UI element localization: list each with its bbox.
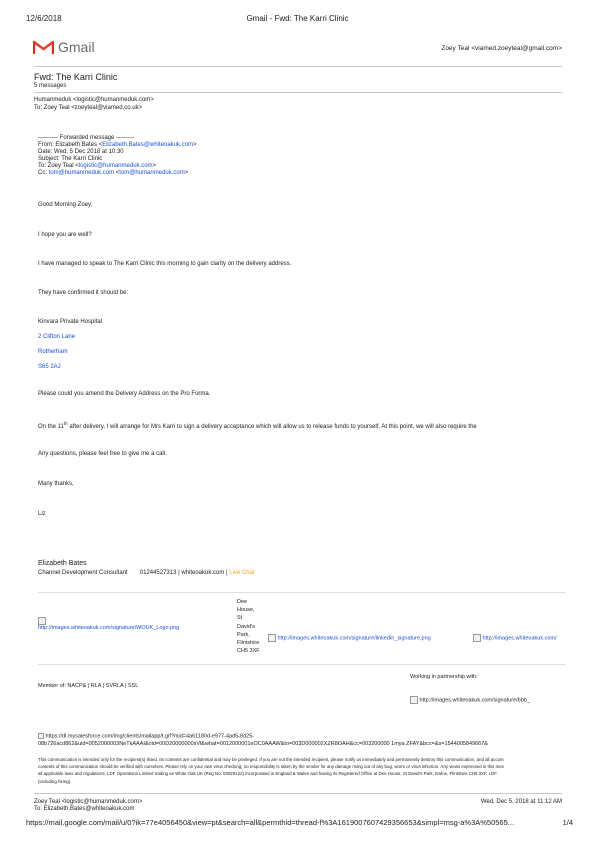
tracker-image: [38, 733, 254, 740]
signature-phone: 01244527313: [139, 570, 177, 576]
initials: Liz: [38, 511, 46, 517]
signature-separator: |: [224, 570, 230, 576]
address-text: CH5 3XF: [237, 648, 260, 655]
forwarded-cc-end: >: [184, 170, 189, 176]
message-to: To: Zoey Teal <zoeyteal@viamed.co.uk>: [34, 105, 143, 111]
disclaimer-line: all applicable laws and regulations. LDF Operations Limited trading as White Oak UK (Reg No: 03029122) incorporated in England & Wales and having its Registered Office at Dee House, St David's Park, Ewloe, Flintshire CH5 3XF. LDF: [38, 771, 497, 777]
live-chat-link[interactable]: Live Chat: [229, 570, 255, 576]
signature-role: Channel Development Consultant: [38, 570, 128, 576]
whiteoak-logo-url[interactable]: http://images.whiteoakuk.com/signature/WOUK_Logo.png: [38, 625, 180, 631]
address-text: Flintshire: [237, 640, 260, 647]
partnership-label: Working in partnership with:: [410, 674, 478, 680]
forwarded-header: ---------- Forwarded message ---------: [38, 135, 134, 141]
paragraph-5: [38, 420, 566, 431]
print-title: Gmail - Fwd: The Karri Clinic: [246, 14, 349, 23]
next-message-to: To: Elizabeth.Bates@whiteoakuk.com: [34, 806, 135, 812]
account-email: Zoey Teal <viamed.zoeyteal@gmail.com>: [441, 45, 562, 52]
forwarded-from: [38, 142, 197, 149]
paragraph-5-rest: after delivery, I will arrange for Mrs Karri to sign a delivery acceptance which will allow us to release funds to yourself. At this point, we will also require the: [67, 424, 477, 430]
print-date: 12/6/2018: [26, 14, 62, 23]
forwarded-cc-email-link[interactable]: tom@humanmeduk.com: [119, 170, 185, 176]
signature-separator: |: [176, 570, 182, 576]
gmail-envelope-icon: [33, 40, 54, 55]
address-text: Park,: [237, 631, 250, 638]
forwarded-cc-email[interactable]: tom@humanmeduk.com: [48, 170, 115, 176]
message-divider: [34, 793, 562, 794]
signature-name: Elizabeth Bates: [38, 560, 87, 567]
thread-subject: Fwd: The Karri Clinic: [34, 72, 118, 82]
broken-image-icon: [410, 696, 418, 704]
signature-line: [38, 570, 255, 577]
address-line-3[interactable]: Rotherham: [38, 349, 68, 355]
broken-image-icon: [473, 634, 481, 642]
broken-image-icon: [38, 733, 44, 739]
disclaimer: [38, 756, 566, 785]
next-message-date: Wed, Dec 5, 2018 at 11:12 AM: [480, 799, 562, 805]
next-message-from: Zoey Teal <logistic@humanmeduk.com>: [34, 799, 143, 805]
signature-address: [237, 598, 267, 655]
message-from: Humanmeduk <logistic@humanmeduk.com>: [34, 97, 154, 103]
gmail-logo-text: Gmail: [58, 39, 95, 55]
linkedin-url[interactable]: http://images.whiteoakuk.com/signature/linkedin_signature.png: [277, 635, 431, 642]
members-line: Member of: NACP& | RLA | SVRLA | SSL: [38, 683, 139, 689]
subject-divider: [34, 92, 562, 93]
paragraph-5-start: On the 11: [38, 424, 64, 430]
linkedin-image[interactable]: [268, 634, 473, 642]
paragraph-3: They have confirmed it should be:: [38, 290, 129, 296]
forwarded-to-email[interactable]: logistic@humanmeduk.com: [78, 163, 153, 169]
paragraph-5-superscript: th: [63, 421, 68, 426]
paragraph-1: I hope you are well?: [38, 232, 92, 238]
forwarded-to: [38, 163, 156, 170]
address-text: St: [237, 615, 243, 622]
forwarded-cc-mid: <: [114, 170, 120, 176]
forwarded-cc: [38, 170, 188, 177]
address-text: David's: [237, 623, 255, 630]
forwarded-subject: Subject: The Karri Clinic: [38, 156, 103, 162]
address-line-4[interactable]: S65 2AJ: [38, 364, 61, 370]
signature-divider: [38, 664, 566, 665]
forwarded-date: Date: Wed, 5 Dec 2018 at 10:30: [38, 149, 124, 155]
paragraph-2: I have managed to speak to The Karri Clinic this morning to gain clarity on the delivery address.: [38, 261, 292, 267]
disclaimer-line: contents of this communication should be verified with ourselves. Please rely on your own virus checking; no responsibility is taken by the sender for any damage rising out of any bug, worm or virus infection. Any views expressed in this mes: [38, 764, 504, 770]
tracker-url-line-2: 08b726acd862&uid=0052000003NeTkAAAI&oid=00D20000000sVl&what=0012000001eOC0AAAW&to=003D000002XZR8OAH&cc=003200000 1mya ZFAY&bcc=&s=1544005849667&: [38, 741, 488, 747]
forwarded-cc-label: Cc:: [38, 170, 49, 176]
address-text: Dee: [237, 599, 248, 605]
header-divider: [34, 66, 562, 67]
broken-image-icon: [38, 617, 46, 625]
twitter-image[interactable]: [473, 634, 567, 642]
print-footer-url: https://mail.google.com/mail/u/0?ik=77e4056450&view=pt&search=all&permthid=thread-f%3A1619007607429356653&simpl=msg-a%3A%50565...: [26, 818, 515, 827]
signature-website[interactable]: whiteoakuk.com: [181, 570, 225, 576]
forwarded-from-email[interactable]: Elizabeth.Bates@whiteoakuk.com: [102, 142, 194, 148]
greeting: Good Morning Zoey,: [38, 202, 93, 208]
broken-image-icon: [268, 634, 276, 642]
disclaimer-line: (including hiring).: [38, 778, 72, 784]
bbb-url: http://images.whiteoakuk.com/signature/bbb_: [419, 697, 530, 704]
twitter-url[interactable]: http://images.whiteoakuk.com/: [482, 635, 557, 642]
address-text: House,: [237, 607, 255, 614]
disclaimer-line: This communication is intended only for the recipient(s) listed. Its contents are confidential and may be privileged. If you are not the intended recipient, please notify us immediately and permanently destroy this communication, and all accom: [38, 757, 504, 762]
paragraph-6: Any questions, please feel free to give me a call.: [38, 451, 167, 457]
forwarded-from-end: >: [193, 142, 197, 148]
signature-divider: [38, 592, 566, 593]
paragraph-4: Please could you amend the Delivery Address on the Pro Forma.: [38, 391, 211, 397]
bbb-image[interactable]: [410, 696, 567, 704]
tracker-url-line-1: https://dl.mysalesforce.com/img/clients/mailapp/t.gif?mid=4a61180d-e977-4ad5-8d25-: [45, 733, 255, 740]
address-line-1: Kinvara Private Hospital: [38, 319, 103, 325]
address-line-2[interactable]: 2 Clifton Lane: [38, 334, 76, 340]
message-count: 5 messages: [34, 83, 67, 89]
whiteoak-logo-image[interactable]: [38, 617, 238, 632]
forwarded-to-label: To: Zoey Teal <: [38, 163, 79, 169]
forwarded-to-end: >: [152, 163, 157, 169]
sign-off: Many thanks,: [38, 481, 74, 487]
forwarded-from-label: From: Elizabeth Bates <: [38, 142, 103, 148]
print-footer-page: 1/4: [562, 818, 573, 827]
